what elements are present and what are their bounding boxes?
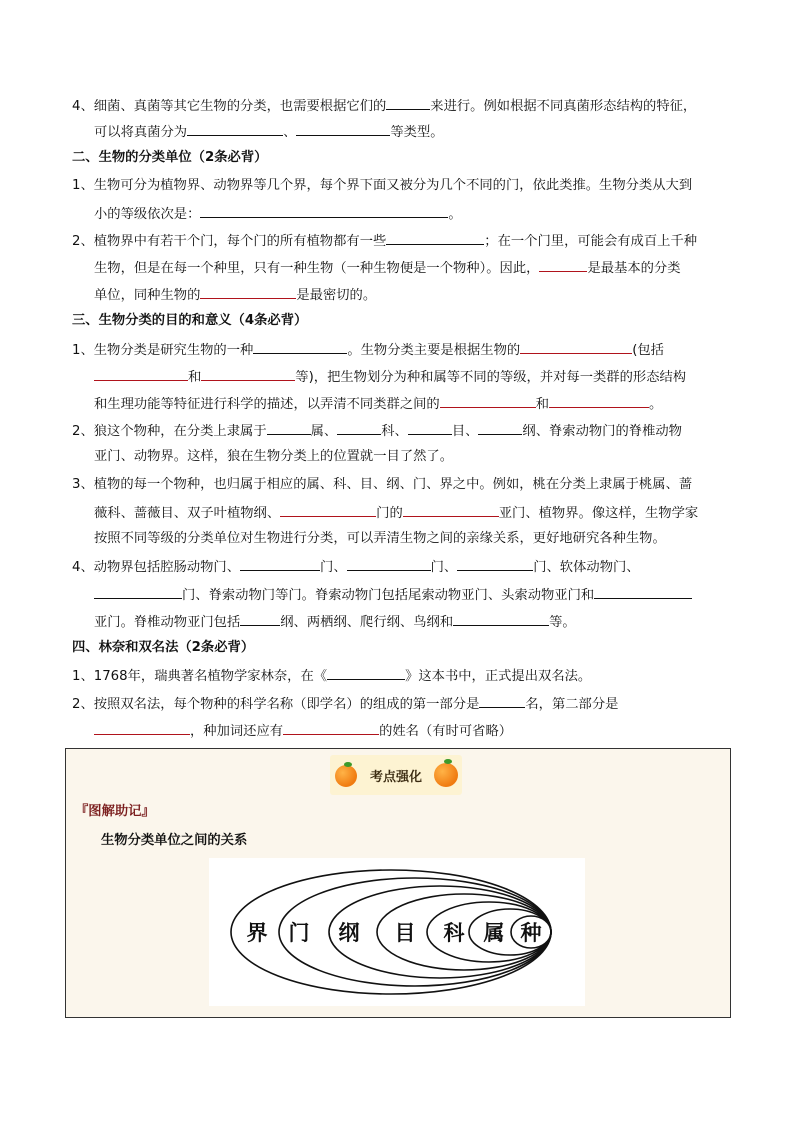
- text: 门、软体动物门、: [533, 560, 640, 575]
- text: 纲、脊索动物门的脊椎动物: [522, 424, 682, 439]
- blank[interactable]: [520, 340, 632, 354]
- text: 和: [535, 397, 550, 412]
- text: 小的等级依次是：: [94, 207, 201, 222]
- sec2-item1-line1: 1、生物可分为植物界、动物界等几个界，每个界下面又被分为几个不同的门，依此类推。生物分类从大到: [72, 178, 693, 193]
- text: 名，第二部分是: [525, 697, 619, 712]
- mnemonic-tag: 『图解助记』: [75, 804, 155, 819]
- text: 门、脊索动物门等门。脊索动物门包括尾索动物亚门、头索动物亚门和: [182, 588, 595, 603]
- blank[interactable]: [479, 694, 525, 708]
- key-points-badge: [330, 755, 462, 795]
- blank[interactable]: [594, 585, 692, 599]
- text: 门的: [376, 506, 403, 521]
- text: 2、狼这个物种，在分类上隶属于: [72, 424, 267, 439]
- sec2-item1-line2: [94, 204, 462, 224]
- text: 单位，同种生物的: [94, 288, 201, 303]
- blank[interactable]: [549, 394, 649, 408]
- rank-family: 科: [443, 921, 465, 945]
- sec3-item2-line1: [72, 421, 682, 441]
- orange-icon: [335, 765, 357, 787]
- text: 是最密切的。: [296, 288, 377, 303]
- text: 亚门。脊椎动物亚门包括: [94, 615, 241, 630]
- text: 薇科、蔷薇目、双子叶植物纲、: [94, 506, 281, 521]
- blank[interactable]: [253, 340, 347, 354]
- nested-ellipses: [209, 858, 585, 1006]
- sec3-item4-line1: [72, 557, 640, 577]
- blank[interactable]: [94, 721, 190, 735]
- sec3-item3-line3: 按照不同等级的分类单位对生物进行分类，可以弄清生物之间的亲缘关系，更好地研究各种生物。: [94, 531, 666, 546]
- blank[interactable]: [337, 421, 381, 435]
- blank[interactable]: [347, 557, 431, 571]
- section-title-4: 四、林奈和双名法（2条必背）: [72, 640, 255, 655]
- leaf-icon: [444, 759, 452, 764]
- badge-title: 考点强化: [369, 770, 422, 785]
- rank-class: 纲: [338, 921, 360, 945]
- rank-order: 目: [394, 921, 416, 945]
- text: 2、植物界中有若干个门，每个门的所有植物都有一些: [72, 234, 387, 249]
- text: 和生理功能等特征进行科学的描述，以弄清不同类群之间的: [94, 397, 440, 412]
- blank[interactable]: [453, 612, 549, 626]
- sec4-item2-line1: [72, 694, 618, 714]
- text: 是最基本的分类: [587, 261, 681, 276]
- blank[interactable]: [94, 585, 182, 599]
- text: 纲、两栖纲、爬行纲、鸟纲和: [280, 615, 454, 630]
- blank[interactable]: [267, 421, 311, 435]
- sec3-item1-line2: [94, 367, 686, 387]
- blank[interactable]: [386, 96, 430, 110]
- text: 目、: [451, 424, 479, 439]
- rank-species: 种: [520, 921, 542, 945]
- text: (包括: [632, 343, 664, 358]
- blank[interactable]: [187, 122, 283, 136]
- sec3-item2-line2: 亚门、动物界。这样，狼在生物分类上的位置就一目了然了。: [94, 449, 454, 464]
- blank[interactable]: [539, 258, 587, 272]
- section-title-2: 二、生物的分类单位（2条必背）: [72, 150, 268, 165]
- blank[interactable]: [280, 503, 376, 517]
- section-title-3: 三、生物分类的目的和意义（4条必背）: [72, 313, 308, 328]
- blank[interactable]: [296, 122, 390, 136]
- sec2-item2-line2: [94, 258, 681, 278]
- text: 4、动物界包括腔肠动物门、: [72, 560, 241, 575]
- blank[interactable]: [240, 557, 320, 571]
- text: 门、: [430, 560, 458, 575]
- text: 1、生物分类是研究生物的一种: [72, 343, 254, 358]
- item4-line2: [94, 122, 444, 142]
- rank-phylum: 门: [288, 921, 310, 945]
- blank[interactable]: [386, 231, 484, 245]
- orange-icon: [434, 763, 458, 787]
- text: ，种加词还应有: [190, 724, 284, 739]
- blank[interactable]: [94, 367, 188, 381]
- blank[interactable]: [200, 285, 296, 299]
- blank[interactable]: [440, 394, 536, 408]
- blank[interactable]: [327, 666, 405, 680]
- sec3-item1-line3: [94, 394, 662, 414]
- text: 等)，把生物划分为种和属等不同的等级，并对每一类群的形态结构: [295, 370, 687, 385]
- text: 。生物分类主要是根据生物的: [347, 343, 521, 358]
- text: 。: [448, 207, 462, 222]
- text: 可以将真菌分为: [94, 125, 188, 140]
- text: 门、: [320, 560, 347, 575]
- sec3-item3-line1: 3、植物的每一个物种，也归属于相应的属、科、目、纲、门、界之中。例如，桃在分类上隶属于桃属、蔷: [72, 477, 693, 492]
- text: 等。: [549, 615, 576, 630]
- text: 属、: [310, 424, 338, 439]
- text: 。: [649, 397, 663, 412]
- blank[interactable]: [403, 503, 499, 517]
- ellipse-class: [329, 886, 551, 978]
- sec4-item1: [72, 666, 591, 686]
- sec3-item3-line2: [94, 503, 698, 523]
- text: 来进行。例如根据不同真菌形态结构的特征，: [430, 99, 697, 114]
- blank[interactable]: [200, 204, 448, 218]
- blank[interactable]: [457, 557, 533, 571]
- sec3-item4-line3: [94, 612, 576, 632]
- blank[interactable]: [408, 421, 452, 435]
- text: 、: [283, 125, 297, 140]
- leaf-icon: [344, 762, 352, 767]
- blank[interactable]: [283, 721, 379, 735]
- text: 生物，但是在每一个种里，只有一种生物（一种生物便是一个物种）。因此，: [94, 261, 540, 276]
- blank[interactable]: [201, 367, 295, 381]
- text: 科、: [381, 424, 408, 439]
- blank[interactable]: [478, 421, 522, 435]
- text: 亚门、植物界。像这样，生物学家: [498, 506, 699, 521]
- text: 2、按照双名法，每个物种的科学名称（即学名）的组成的第一部分是: [72, 697, 480, 712]
- sec4-item2-line2: [94, 721, 512, 741]
- text: 等类型。: [390, 125, 444, 140]
- text: 4、细菌、真菌等其它生物的分类，也需要根据它们的: [72, 99, 387, 114]
- text: 的姓名（有时可省略）: [379, 724, 513, 739]
- item4-line1: [72, 96, 696, 116]
- rank-kingdom: 界: [246, 921, 268, 945]
- sec3-item1-line1: [72, 340, 664, 360]
- text: 》这本书中，正式提出双名法。: [405, 669, 592, 684]
- sec2-item2-line3: [94, 285, 376, 305]
- text: 1、1768年，瑞典著名植物学家林奈，在《: [72, 669, 328, 684]
- taxonomy-diagram: [209, 858, 585, 1006]
- sec3-item4-line2: [94, 585, 692, 605]
- blank[interactable]: [240, 612, 280, 626]
- text: 和: [188, 370, 202, 385]
- diagram-caption: 生物分类单位之间的关系: [101, 833, 248, 848]
- text: ；在一个门里，可能会有成百上千种: [484, 234, 698, 249]
- rank-genus: 属: [483, 921, 505, 945]
- sec2-item2-line1: [72, 231, 697, 251]
